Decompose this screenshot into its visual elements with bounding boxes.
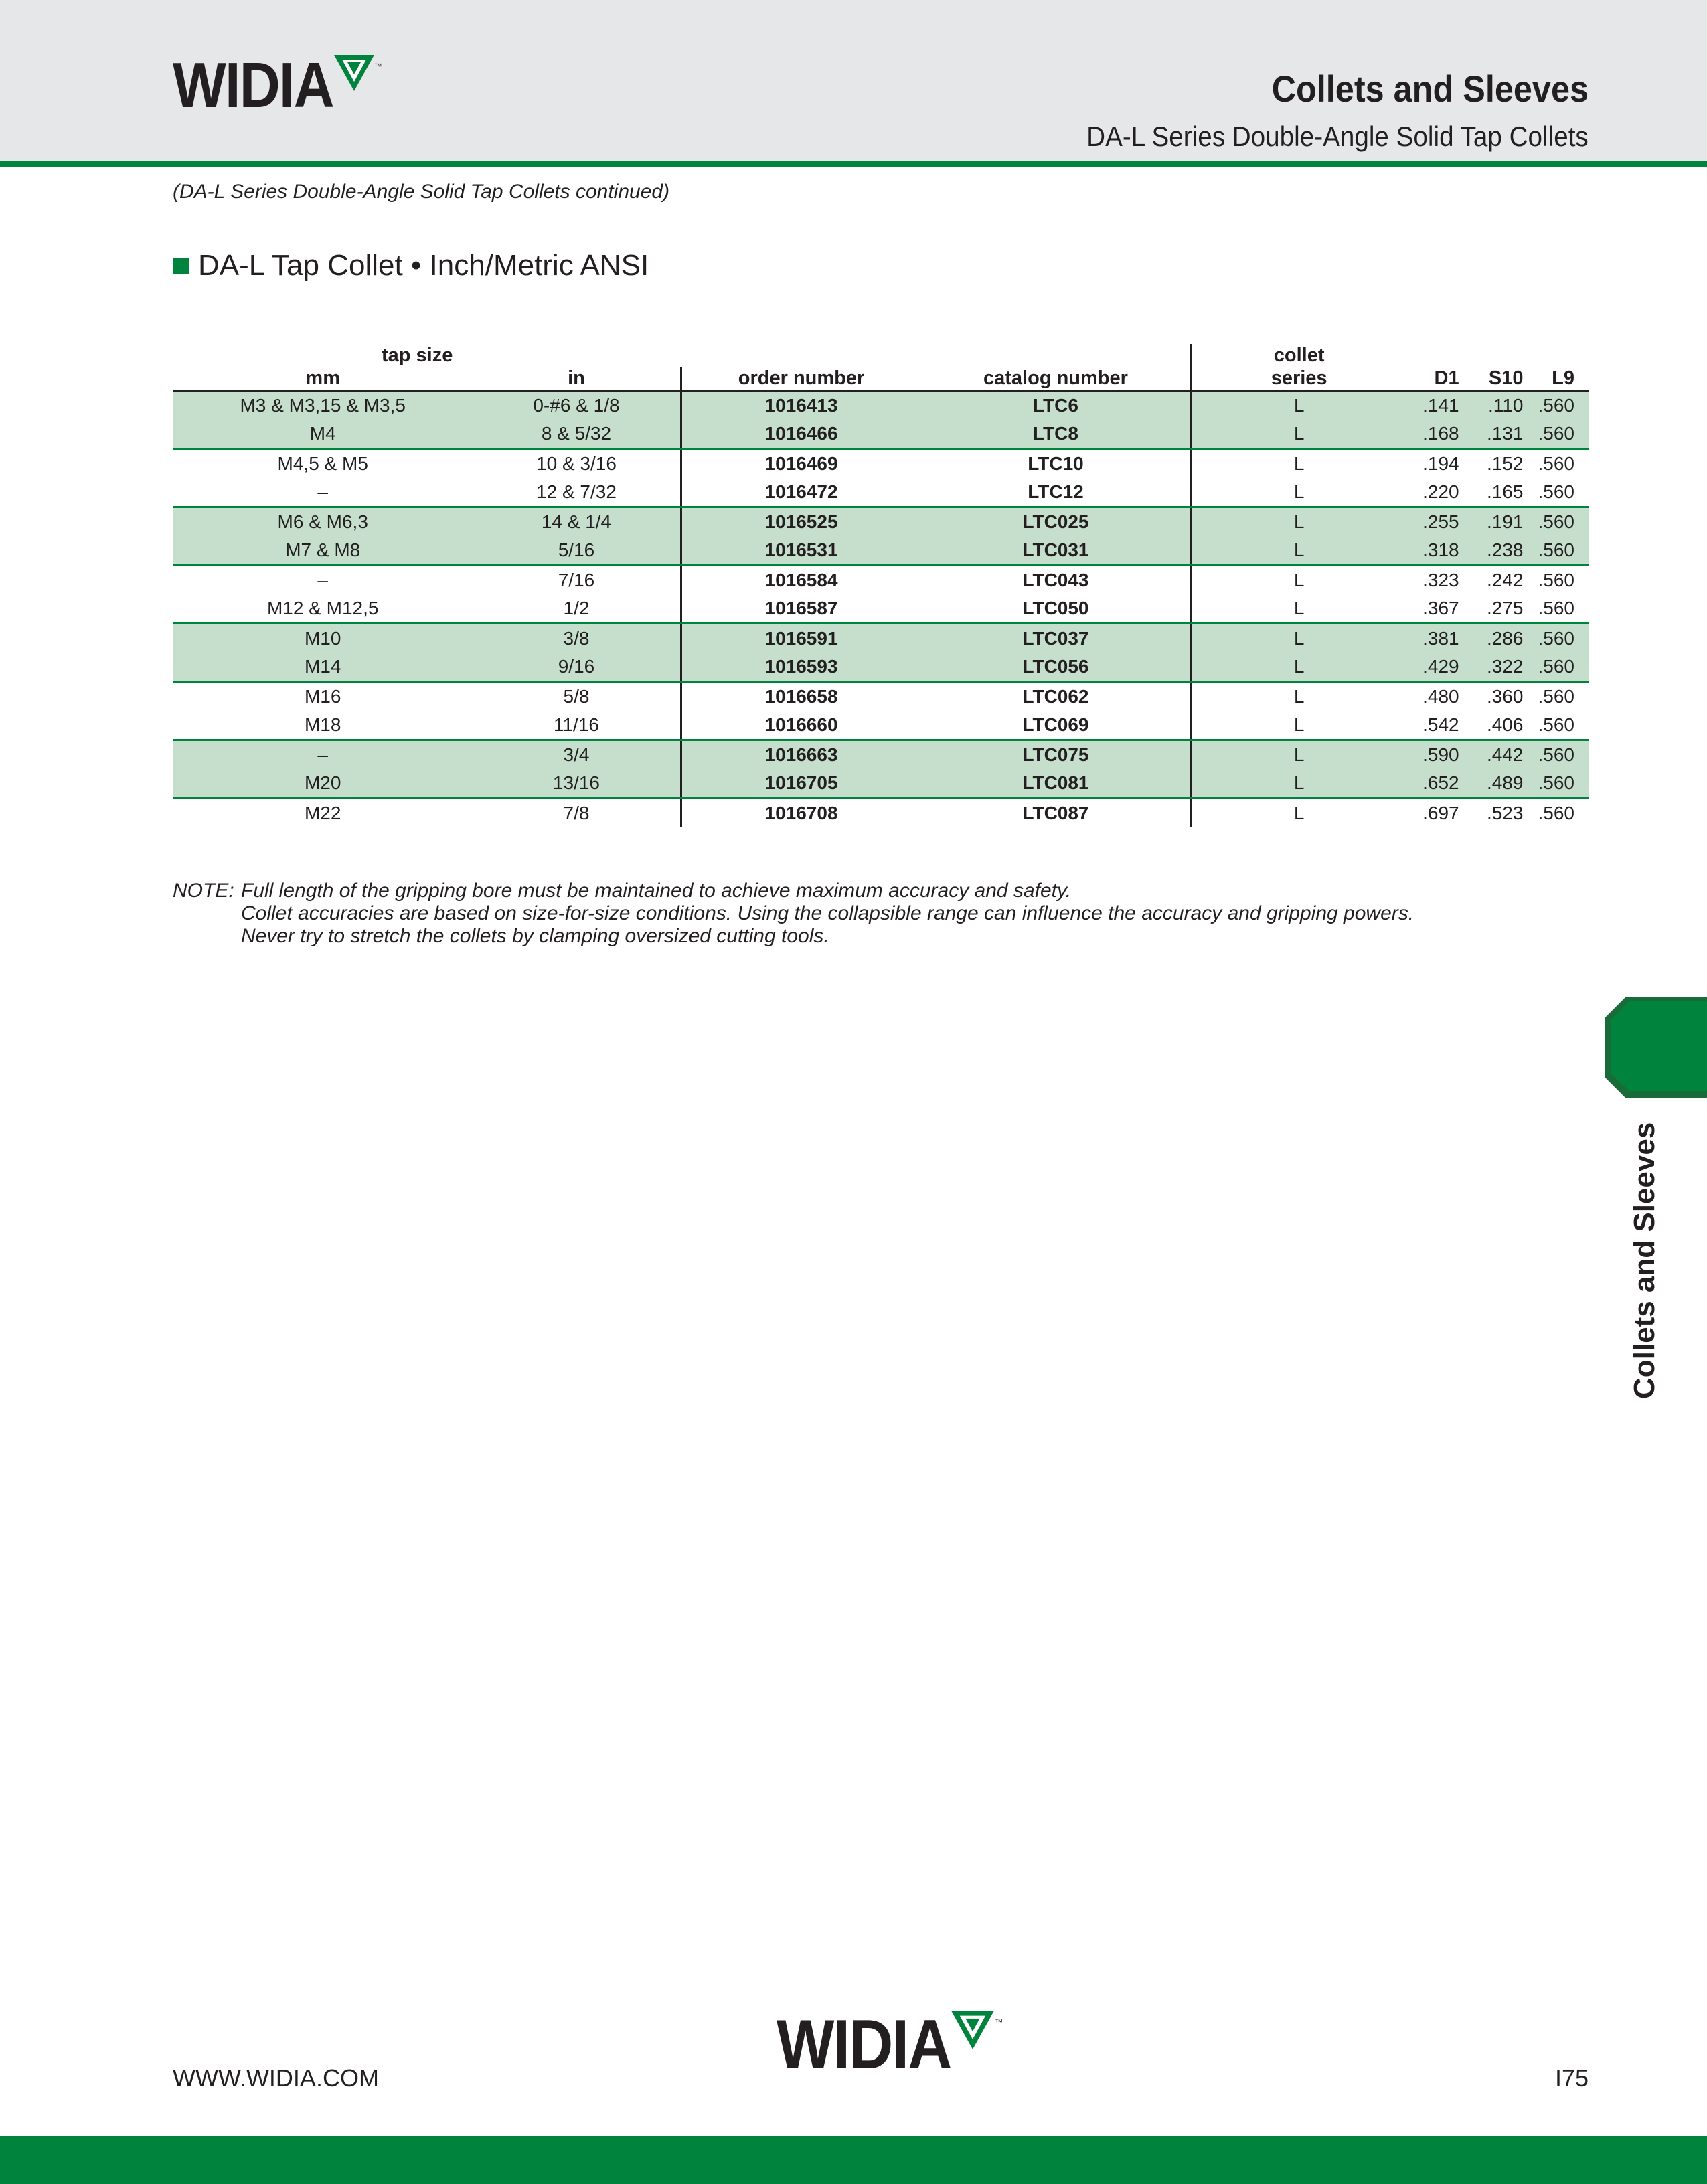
square-bullet-icon: [173, 258, 189, 274]
cell-catalog-number: LTC081: [921, 769, 1192, 799]
cell-collet-series: L: [1192, 740, 1406, 770]
cell-in: 5/16: [473, 536, 681, 566]
header-collet: collet: [1273, 345, 1325, 366]
cell-l9: .560: [1538, 478, 1589, 507]
cell-in: 3/4: [473, 740, 681, 770]
cell-order-number: 1016584: [764, 570, 838, 590]
cell-order-number: 1016663: [681, 740, 921, 770]
header-tap-size: tap size: [382, 345, 453, 366]
cell-s10: .523: [1486, 803, 1524, 823]
cell-s10: .286: [1474, 624, 1538, 653]
cell-l9: .560: [1538, 570, 1574, 590]
header-in: in: [473, 367, 681, 391]
cell-l9: .560: [1538, 536, 1589, 566]
cell-order-number: 1016466: [681, 420, 921, 449]
cell-collet-series: L: [1293, 803, 1305, 823]
cell-catalog-number: LTC043: [921, 566, 1192, 595]
cell-d1: .429: [1406, 653, 1474, 682]
footer-url-link[interactable]: WWW.WIDIA.COM: [173, 2064, 379, 2092]
cell-l9: .560: [1538, 624, 1589, 653]
page-subtitle: DA-L Series Double-Angle Solid Tap Collets: [1086, 120, 1589, 152]
cell-l9: .560: [1538, 686, 1574, 707]
cell-collet-series: L: [1192, 653, 1406, 682]
row-group: [173, 391, 1589, 449]
cell-collet-series: L: [1192, 507, 1406, 537]
header-order-number: order number: [681, 367, 921, 391]
collet-spec-table: [173, 344, 1589, 827]
header-s10: S10: [1474, 367, 1538, 391]
table-row: [173, 653, 1589, 682]
cell-in: 11/16: [473, 711, 681, 740]
table-row: [173, 769, 1589, 799]
cell-order-number: 1016708: [764, 803, 838, 823]
side-tab-label: Collets and Sleeves: [1628, 1122, 1661, 1399]
table-row: [173, 420, 1589, 449]
cell-mm: M6 & M6,3: [173, 507, 473, 537]
cell-collet-series: L: [1192, 478, 1406, 507]
page-title: Collets and Sleeves: [1271, 68, 1589, 110]
cell-catalog-number: LTC031: [921, 536, 1192, 566]
cell-l9: .560: [1538, 594, 1589, 624]
table-row: [173, 624, 1589, 653]
cell-s10: .238: [1474, 536, 1538, 566]
cell-in: 7/16: [473, 566, 681, 595]
cell-mm: M3 & M3,15 & M3,5: [173, 391, 473, 420]
cell-in: 0-#6 & 1/8: [473, 391, 681, 420]
cell-order-number: 1016591: [681, 624, 921, 653]
row-group: [173, 449, 1589, 507]
cell-catalog-number: LTC037: [921, 624, 1192, 653]
cell-mm: M4,5 & M5: [277, 453, 368, 474]
cell-collet-series: L: [1192, 594, 1406, 624]
row-group: [173, 740, 1589, 799]
cell-catalog-number: LTC075: [921, 740, 1192, 770]
footer-logo-wordmark: WIDIA: [777, 2006, 951, 2084]
note-line: Collet accuracies are based on size-for-size conditions. Using the collapsible range can influence the accuracy and gripping powers.: [241, 902, 1414, 924]
cell-collet-series: L: [1192, 711, 1406, 740]
table-row: [173, 507, 1589, 537]
cell-d1: .168: [1406, 420, 1474, 449]
header-d1: D1: [1406, 367, 1474, 391]
cell-l9: .560: [1538, 803, 1574, 823]
cell-in: 7/8: [473, 799, 681, 828]
cell-d1: .367: [1406, 594, 1474, 624]
cell-s10: .275: [1474, 594, 1538, 624]
page-number: I75: [1554, 2064, 1589, 2092]
cell-catalog-number: LTC050: [921, 594, 1192, 624]
cell-s10: .191: [1474, 507, 1538, 537]
row-group: [173, 507, 1589, 566]
cell-mm: M10: [173, 624, 473, 653]
cell-l9: .560: [1538, 769, 1589, 799]
cell-mm: M20: [173, 769, 473, 799]
widia-triangle-icon: [949, 2009, 996, 2051]
table-row: [173, 478, 1589, 507]
cell-d1: .542: [1406, 711, 1474, 740]
cell-d1: .697: [1422, 803, 1459, 823]
table-row: [173, 594, 1589, 624]
cell-l9: .560: [1538, 507, 1589, 537]
cell-s10: .165: [1474, 478, 1538, 507]
cell-mm: M12 & M12,5: [173, 594, 473, 624]
cell-d1: .255: [1406, 507, 1474, 537]
note-label: NOTE:: [173, 879, 234, 902]
table-row: [173, 536, 1589, 566]
cell-collet-series: L: [1293, 453, 1305, 474]
cell-s10: .131: [1474, 420, 1538, 449]
cell-s10: .406: [1474, 711, 1538, 740]
cell-mm: M7 & M8: [173, 536, 473, 566]
cell-catalog-number: LTC8: [921, 420, 1192, 449]
cell-d1: .323: [1422, 570, 1459, 590]
notes-block: [173, 879, 1414, 948]
widia-logo: [173, 52, 382, 119]
header-l9: L9: [1538, 367, 1589, 391]
cell-order-number: 1016593: [681, 653, 921, 682]
cell-collet-series: L: [1293, 570, 1305, 590]
cell-catalog-number: LTC10: [921, 449, 1192, 479]
cell-s10: .489: [1474, 769, 1538, 799]
header-rule: [0, 161, 1707, 167]
logo-wordmark: WIDIA: [173, 50, 333, 121]
cell-l9: .560: [1538, 740, 1589, 770]
cell-l9: .560: [1538, 453, 1574, 474]
row-group: [173, 624, 1589, 682]
cell-s10: .242: [1486, 570, 1524, 590]
header-series: series: [1192, 367, 1406, 391]
cell-collet-series: L: [1293, 686, 1305, 707]
cell-order-number: 1016660: [681, 711, 921, 740]
section-title: DA-L Tap Collet • Inch/Metric ANSI: [198, 249, 649, 282]
cell-d1: .480: [1422, 686, 1459, 707]
cell-in: 10 & 3/16: [473, 449, 681, 479]
cell-order-number: 1016525: [681, 507, 921, 537]
cell-mm: M16: [304, 686, 341, 707]
cell-s10: .110: [1474, 391, 1538, 420]
cell-catalog-number: LTC062: [921, 682, 1192, 711]
cell-catalog-number: LTC056: [921, 653, 1192, 682]
section-heading: [173, 249, 649, 282]
cell-in: 13/16: [473, 769, 681, 799]
cell-order-number: 1016658: [764, 686, 838, 707]
cell-collet-series: L: [1192, 391, 1406, 420]
cell-order-number: 1016469: [764, 453, 838, 474]
row-group: [173, 799, 1589, 828]
cell-d1: .220: [1406, 478, 1474, 507]
table-row: [173, 566, 1589, 595]
cell-catalog-number: LTC087: [921, 799, 1192, 828]
cell-order-number: 1016531: [681, 536, 921, 566]
cell-collet-series: L: [1192, 536, 1406, 566]
footer-widia-logo: [777, 2008, 1003, 2082]
cell-in: 1/2: [473, 594, 681, 624]
cell-catalog-number: LTC6: [921, 391, 1192, 420]
cell-d1: .318: [1406, 536, 1474, 566]
note-line: Never try to stretch the collets by clamping oversized cutting tools.: [241, 925, 829, 947]
cell-s10: .322: [1474, 653, 1538, 682]
row-group: [173, 682, 1589, 740]
cell-in: 12 & 7/32: [473, 478, 681, 507]
table-row: [173, 711, 1589, 740]
header-catalog-number: catalog number: [921, 367, 1192, 391]
table-row: [173, 740, 1589, 770]
cell-order-number: 1016413: [681, 391, 921, 420]
cell-s10: .360: [1486, 686, 1524, 707]
cell-mm: M14: [173, 653, 473, 682]
table-row: [173, 682, 1589, 711]
cell-mm: M18: [173, 711, 473, 740]
cell-in: 14 & 1/4: [473, 507, 681, 537]
cell-collet-series: L: [1192, 769, 1406, 799]
row-group: [173, 566, 1589, 624]
cell-in: 3/8: [473, 624, 681, 653]
cell-d1: .141: [1406, 391, 1474, 420]
cell-l9: .560: [1538, 420, 1589, 449]
note-line: Full length of the gripping bore must be maintained to achieve maximum accuracy and safety.: [241, 879, 1072, 902]
cell-d1: .381: [1406, 624, 1474, 653]
section-side-tab: [1605, 997, 1707, 1098]
cell-catalog-number: LTC12: [921, 478, 1192, 507]
table-row: [173, 449, 1589, 479]
widia-triangle-icon: [333, 54, 376, 92]
cell-s10: .152: [1486, 453, 1524, 474]
cell-mm: –: [173, 740, 473, 770]
cell-order-number: 1016472: [681, 478, 921, 507]
cell-mm: M22: [304, 803, 341, 823]
cell-l9: .560: [1538, 391, 1589, 420]
cell-mm: –: [317, 570, 328, 590]
cell-catalog-number: LTC025: [921, 507, 1192, 537]
continued-note: (DA-L Series Double-Angle Solid Tap Collets continued): [173, 181, 670, 203]
cell-collet-series: L: [1192, 420, 1406, 449]
cell-in: 5/8: [473, 682, 681, 711]
trademark-mark: ™: [995, 2017, 1003, 2027]
cell-collet-series: L: [1192, 624, 1406, 653]
table-row: [173, 799, 1589, 828]
cell-d1: .194: [1422, 453, 1459, 474]
cell-l9: .560: [1538, 653, 1589, 682]
cell-d1: .590: [1406, 740, 1474, 770]
footer-bar: [0, 2136, 1707, 2184]
cell-order-number: 1016705: [681, 769, 921, 799]
cell-s10: .442: [1474, 740, 1538, 770]
cell-order-number: 1016587: [681, 594, 921, 624]
cell-in: 9/16: [473, 653, 681, 682]
header-mm: mm: [173, 367, 473, 391]
trademark-mark: ™: [374, 62, 382, 71]
cell-catalog-number: LTC069: [921, 711, 1192, 740]
cell-d1: .652: [1406, 769, 1474, 799]
cell-mm: M4: [173, 420, 473, 449]
cell-mm: –: [173, 478, 473, 507]
cell-in: 8 & 5/32: [473, 420, 681, 449]
table-row: [173, 391, 1589, 420]
cell-l9: .560: [1538, 711, 1589, 740]
